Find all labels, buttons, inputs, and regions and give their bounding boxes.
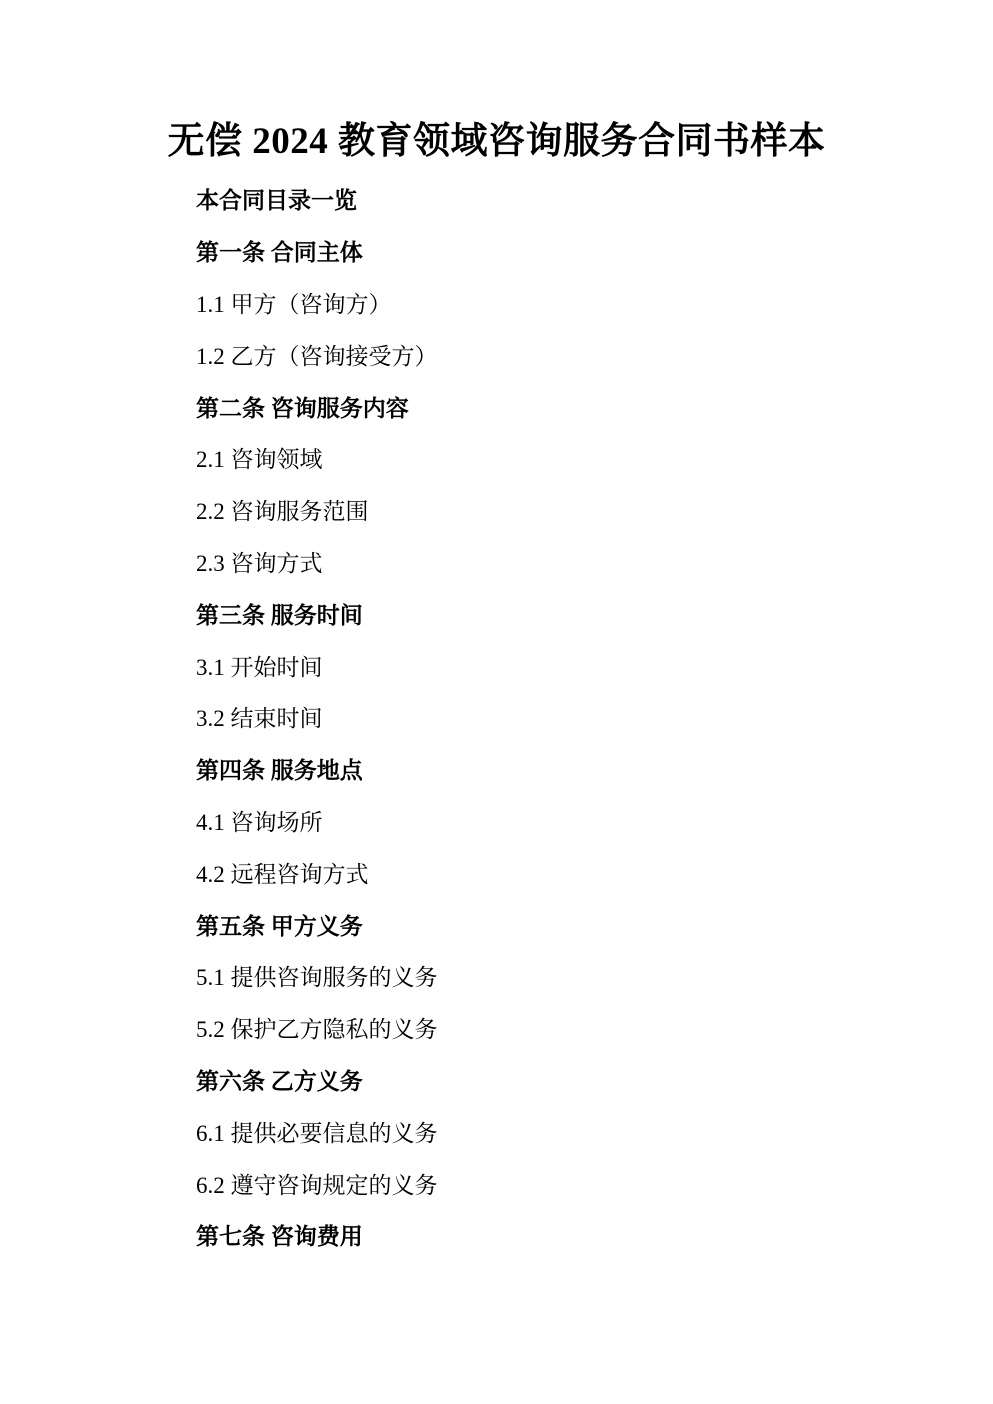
- toc-entry: 5.1 提供咨询服务的义务: [196, 965, 438, 991]
- toc-entry: 6.1 提供必要信息的义务: [196, 1120, 438, 1146]
- toc-entry: 1.2 乙方（咨询接受方）: [196, 343, 438, 369]
- toc-entry: 4.1 咨询场所: [196, 809, 323, 835]
- table-of-contents: [0, 173, 993, 1261]
- toc-entry: 2.3 咨询方式: [196, 550, 323, 576]
- toc-entry: 2.1 咨询领域: [196, 447, 323, 473]
- toc-heading: 第七条 咨询费用: [196, 1224, 363, 1250]
- toc-heading: 本合同目录一览: [196, 188, 357, 214]
- document-title: 无偿 2024 教育领域咨询服务合同书样本: [167, 121, 826, 162]
- toc-heading: 第一条 合同主体: [196, 240, 363, 266]
- toc-entry: 3.1 开始时间: [196, 654, 323, 680]
- toc-entry: 4.2 远程咨询方式: [196, 861, 369, 887]
- toc-heading: 第五条 甲方义务: [196, 913, 363, 939]
- toc-heading: 第六条 乙方义务: [196, 1068, 363, 1094]
- toc-heading: 第三条 服务时间: [196, 602, 363, 628]
- toc-heading: 第四条 服务地点: [196, 758, 363, 784]
- toc-entry: 5.2 保护乙方隐私的义务: [196, 1017, 438, 1043]
- toc-entry: 3.2 结束时间: [196, 706, 323, 732]
- toc-entry: 2.2 咨询服务范围: [196, 499, 369, 525]
- toc-entry: 6.2 遵守咨询规定的义务: [196, 1172, 438, 1198]
- toc-entry: 1.1 甲方（咨询方）: [196, 291, 392, 317]
- toc-heading: 第二条 咨询服务内容: [196, 395, 409, 421]
